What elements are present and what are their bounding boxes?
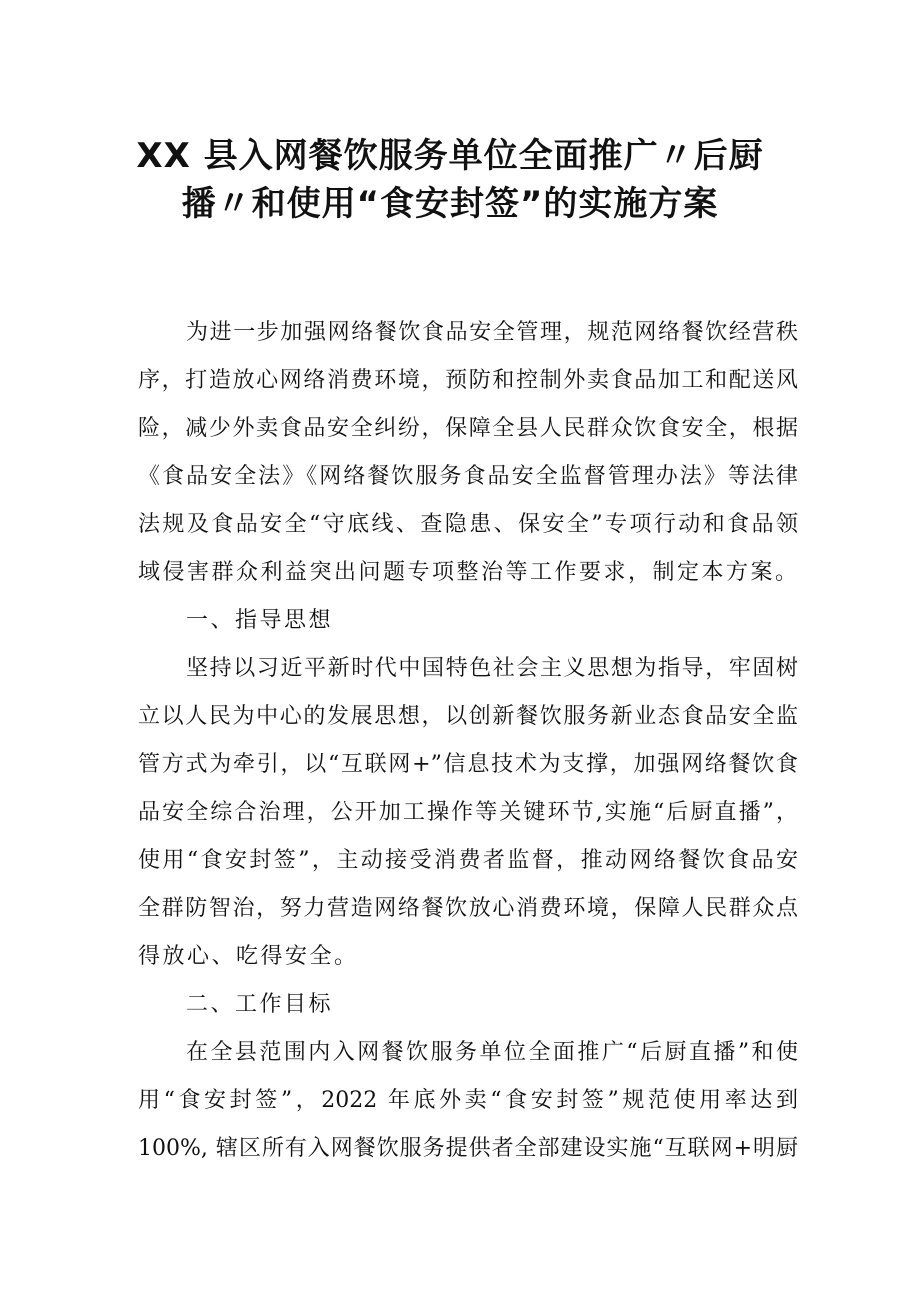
paragraph-line: 使用“食安封签”，主动接受消费者监督，推动网络餐饮食品安 [138,848,798,873]
paragraph-line: 用“食安封签”，2022 年底外卖“食安封签”规范使用率达到 [138,1088,798,1113]
paragraph-line: 《食品安全法》《网络餐饮服务食品安全监督管理办法》等法律 [138,464,798,489]
paragraph-line: 域侵害群众利益突出问题专项整治等工作要求，制定本方案。 [138,560,800,585]
paragraph-line: 100%, 辖区所有入网餐饮服务提供者全部建设实施“互联网+明厨 [138,1136,798,1161]
paragraph-line: 全群防智治，努力营造网络餐饮放心消费环境，保障人民群众点 [138,896,798,921]
section-heading-work-goals: 二、工作目标 [186,992,334,1017]
paragraph-line: 立以人民为中心的发展思想，以创新餐饮服务新业态食品安全监 [138,704,798,729]
paragraph-line: 法规及食品安全“守底线、查隐患、保安全”专项行动和食品领 [138,512,798,537]
paragraph-line: 为进一步加强网络餐饮食品安全管理，规范网络餐饮经营秩 [186,320,798,345]
paragraph-line: 管方式为牵引，以“互联网+”信息技术为支撑，加强网络餐饮食 [138,752,798,777]
paragraph-line: 坚持以习近平新时代中国特色社会主义思想为指导，牢固树 [186,656,798,681]
section-heading-guiding-ideology: 一、指导思想 [186,608,334,633]
paragraph-line: 在全县范围内入网餐饮服务单位全面推广“后厨直播”和使 [186,1040,798,1065]
paragraph-line: 得放心、吃得安全。 [138,944,359,969]
paragraph-line: 品安全综合治理，公开加工操作等关键环节,实施“后厨直播”， [138,800,798,825]
paragraph-line: 险，减少外卖食品安全纠纷，保障全县人民群众饮食安全，根据 [138,416,798,441]
document-title-line-2: 播〃和使用“食安封签”的实施方案 [181,184,719,224]
paragraph-line: 序，打造放心网络消费环境，预防和控制外卖食品加工和配送风 [138,368,798,393]
document-title-line-1: XX 县入网餐饮服务单位全面推广〃后厨 [136,136,764,176]
